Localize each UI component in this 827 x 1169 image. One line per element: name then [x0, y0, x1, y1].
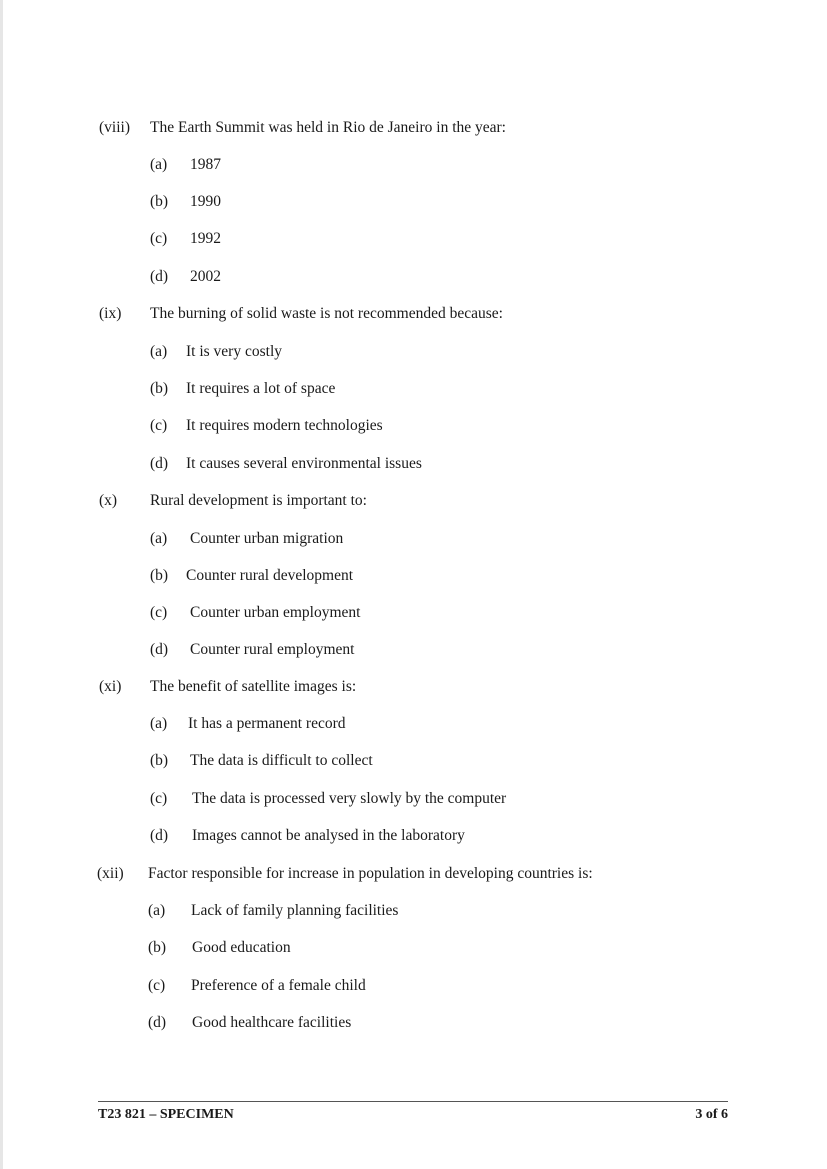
option-letter: (c) [150, 604, 168, 621]
question-text: Factor responsible for increase in population in developing countries is: [148, 865, 593, 882]
option-ix-b [0, 377, 827, 401]
option-xi-c [0, 787, 827, 811]
question-viii [0, 116, 827, 140]
option-text: The data is difficult to collect [190, 752, 373, 769]
question-xi [0, 675, 827, 699]
option-viii-b [0, 190, 827, 214]
option-text: It causes several environmental issues [186, 455, 422, 472]
option-text: Lack of family planning facilities [191, 902, 399, 919]
question-text: The benefit of satellite images is: [150, 678, 357, 695]
option-text: 2002 [190, 268, 221, 285]
paper-code: T23 821 – SPECIMEN [98, 1107, 234, 1122]
option-xii-a [0, 899, 827, 923]
footer-rule [98, 1101, 728, 1102]
option-letter: (a) [150, 156, 168, 173]
option-letter: (c) [150, 230, 168, 247]
option-letter: (a) [150, 343, 168, 360]
option-letter: (b) [148, 939, 167, 956]
option-letter: (b) [150, 193, 169, 210]
page-number: 3 of 6 [695, 1107, 728, 1122]
option-letter: (c) [148, 977, 166, 994]
option-x-b [0, 564, 827, 588]
option-xii-d [0, 1011, 827, 1035]
option-text: Preference of a female child [191, 977, 366, 994]
option-xi-b [0, 749, 827, 773]
option-viii-a [0, 153, 827, 177]
option-text: It requires modern technologies [186, 417, 383, 434]
question-number: (x) [99, 492, 118, 509]
option-text: Counter urban migration [190, 530, 344, 547]
option-letter: (d) [150, 268, 169, 285]
option-ix-c [0, 414, 827, 438]
option-x-c [0, 601, 827, 625]
question-text: The burning of solid waste is not recommended because: [150, 305, 503, 322]
option-x-a [0, 527, 827, 551]
option-letter: (d) [148, 1014, 167, 1031]
question-number: (xi) [99, 678, 122, 695]
option-letter: (c) [150, 790, 168, 807]
option-letter: (d) [150, 455, 169, 472]
question-ix [0, 302, 827, 326]
question-number: (xii) [97, 865, 124, 882]
option-xii-c [0, 974, 827, 998]
option-text: Good education [192, 939, 291, 956]
question-text: The Earth Summit was held in Rio de Janeiro in the year: [150, 119, 506, 136]
option-text: It has a permanent record [188, 715, 346, 732]
option-viii-d [0, 265, 827, 289]
question-number: (viii) [99, 119, 130, 136]
option-text: Counter rural development [186, 567, 354, 584]
question-text: Rural development is important to: [150, 492, 367, 509]
option-letter: (a) [150, 715, 168, 732]
option-text: It is very costly [186, 343, 282, 360]
option-text: 1990 [190, 193, 221, 210]
option-letter: (b) [150, 752, 169, 769]
option-xi-a [0, 712, 827, 736]
option-text: 1987 [190, 156, 221, 173]
question-number: (ix) [99, 305, 122, 322]
option-xii-b [0, 936, 827, 960]
option-ix-d [0, 452, 827, 476]
option-letter: (b) [150, 567, 169, 584]
option-text: It requires a lot of space [186, 380, 336, 397]
option-letter: (a) [148, 902, 166, 919]
option-text: Counter rural employment [190, 641, 355, 658]
question-xii [0, 862, 827, 886]
option-text: 1992 [190, 230, 221, 247]
option-letter: (b) [150, 380, 169, 397]
option-letter: (d) [150, 827, 169, 844]
option-text: Counter urban employment [190, 604, 361, 621]
option-letter: (c) [150, 417, 168, 434]
option-letter: (d) [150, 641, 169, 658]
option-text: Images cannot be analysed in the laboratory [192, 827, 465, 844]
option-text: The data is processed very slowly by the computer [192, 790, 507, 807]
option-letter: (a) [150, 530, 168, 547]
option-viii-c [0, 227, 827, 251]
question-x [0, 489, 827, 513]
option-text: Good healthcare facilities [192, 1014, 352, 1031]
option-ix-a [0, 340, 827, 364]
option-x-d [0, 638, 827, 662]
option-xi-d [0, 824, 827, 848]
